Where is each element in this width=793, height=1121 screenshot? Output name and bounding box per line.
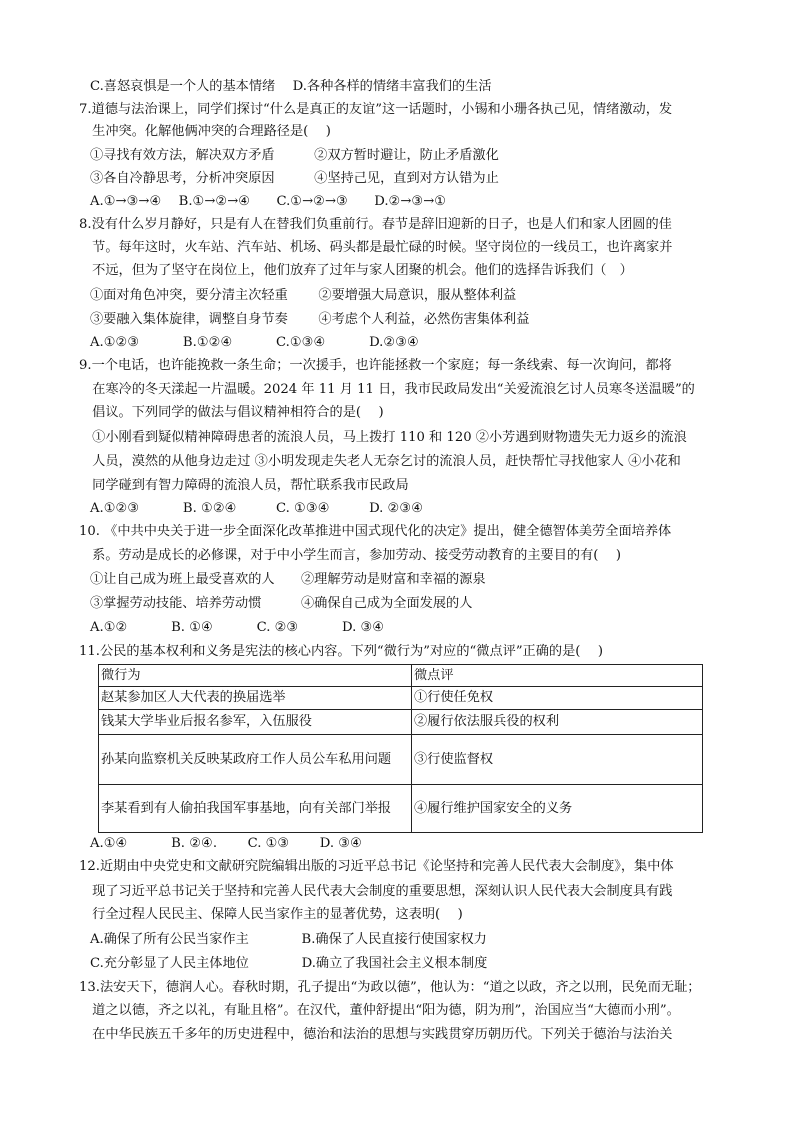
q9-answers: A.①②③ B. ①②④ C. ①③④ D. ②③④ — [90, 501, 424, 516]
q9-stem-line-1: 9.一个电话，也许能挽救一条生命；一次援手，也许能拯救一个家庭；每一条线索、每一次询问，都将 — [79, 358, 672, 373]
q12-option-row-2: C.充分彰显了人民主体地位 D.确立了我国社会主义根本制度 — [90, 956, 488, 971]
q8-answers: A.①②③ B.①②④ C.①③④ D.②③④ — [90, 335, 419, 350]
q7-stem-line-2: 生冲突。化解他俩冲突的合理路径是( ) — [79, 124, 331, 139]
table-header-cell: 微点评 — [412, 665, 703, 687]
q7-answers: A.①→③→④ B.①→②→④ C.①→②→③ D.②→③→① — [90, 194, 447, 209]
q11-table — [98, 664, 703, 833]
q10-answers: A.①② B. ①④ C. ②③ D. ③④ — [90, 620, 385, 635]
table-cell: ③行使监督权 — [412, 735, 703, 785]
q8-stem-line-2: 节。每年这时，火车站、汽车站、机场、码头都是最忙碌的时候。坚守岗位的一线员工，也许离家并 — [79, 240, 673, 255]
table-cell: 孙某向监察机关反映某政府工作人员公车私用问题 — [99, 735, 412, 785]
q12-stem-line-3: 行全过程人民民主、保障人民当家作主的显著优势，这表明( ) — [79, 907, 463, 922]
q10-option-row-1: ①让自己成为班上最受喜欢的人 ②理解劳动是财富和幸福的源泉 — [90, 572, 486, 587]
q13-stem-line-2: 道之以德，齐之以礼，有耻且格”。在汉代，董仲舒提出“阳为德，阴为刑”，治国应当“大德而小刑”。 — [79, 1003, 680, 1018]
table-cell: 钱某大学毕业后报名参军，入伍服役 — [99, 710, 412, 735]
q11-stem: 11.公民的基本权利和义务是宪法的核心内容。下列“微行为”对应的“微点评”正确的是( ) — [79, 644, 603, 659]
table-cell: 李某看到有人偷拍我国军事基地，向有关部门举报 — [99, 785, 412, 833]
q7-stem-line-1: 7.道德与法治课上，同学们探讨“什么是真正的友谊”这一话题时，小锡和小珊各执己见，情绪激动，发 — [79, 102, 673, 117]
q7-option-row-1: ①寻找有效方法，解决双方矛盾 ②双方暂时避让，防止矛盾激化 — [90, 148, 499, 163]
table-cell: ①行使任免权 — [412, 687, 703, 710]
q7-option-row-2: ③各自冷静思考，分析冲突原因 ④坚持己见，直到对方认错为止 — [90, 171, 499, 186]
q9-statement-line-2: 人员，漠然的从他身边走过 ③小明发现走失老人无奈乞讨的流浪人员，赶快帮忙寻找他家人 ④小花和 — [79, 454, 681, 469]
q12-option-row-1: A.确保了所有公民当家作主 B.确保了人民直接行使国家权力 — [90, 932, 487, 947]
q12-stem-line-1: 12.近期由中央党史和文献研究院编辑出版的习近平总书记《论坚持和完善人民代表大会制度》，集中体 — [79, 859, 674, 874]
q13-stem-line-3: 在中华民族五千多年的历史进程中，德治和法治的思想与实践贯穿历朝历代。下列关于德治与法治关 — [79, 1027, 673, 1042]
q10-option-row-2: ③掌握劳动技能、培养劳动惯 ④确保自己成为全面发展的人 — [90, 596, 473, 611]
table-cell: 赵某参加区人大代表的换届选举 — [99, 687, 412, 710]
q12-stem-line-2: 现了习近平总书记关于坚持和完善人民代表大会制度的重要思想，深刻认识人民代表大会制度具有践 — [79, 884, 673, 899]
q13-stem-line-1: 13.法安天下，德润人心。春秋时期，孔子提出“为政以德”，他认为：“道之以政，齐之以刑，民免而无耻； — [79, 980, 701, 995]
q10-stem-line-1: 10. 《中共中央关于进一步全面深化改革推进中国式现代化的决定》提出，健全德智体美劳全面培养体 — [79, 524, 672, 539]
q8-option-row-1: ①面对角色冲突，要分清主次轻重 ②要增强大局意识，服从整体利益 — [90, 288, 517, 303]
q9-statement-line-3: 同学碰到有智力障碍的流浪人员，帮忙联系我市民政局 — [79, 478, 409, 493]
q9-stem-line-2: 在寒冷的冬天漾起一片温暖。2024 年 11 月 11 日，我市民政局发出“关爱流浪乞讨人员寒冬送温暖”的 — [79, 382, 695, 397]
table-cell: ④履行维护国家安全的义务 — [412, 785, 703, 833]
table-cell: ②履行依法服兵役的权利 — [412, 710, 703, 735]
q9-statement-line-1: ①小刚看到疑似精神障碍患者的流浪人员，马上拨打 110 和 120 ②小芳遇到财物遗失无力返乡的流浪 — [79, 430, 687, 445]
q8-option-row-2: ③要融入集体旋律，调整自身节奏 ④考虑个人利益，必然伤害集体利益 — [90, 312, 530, 327]
table-header-cell: 微行为 — [99, 665, 412, 687]
q8-stem-line-3: 不远，但为了坚守在岗位上，他们放弃了过年与家人团聚的机会。他们的选择告诉我们（ ） — [79, 263, 633, 278]
q8-stem-line-1: 8.没有什么岁月静好，只是有人在替我们负重前行。春节是辞旧迎新的日子，也是人们和家人团圆的佳 — [79, 217, 672, 232]
q9-stem-line-3: 倡议。下列同学的做法与倡议精神相符合的是( ) — [79, 405, 384, 420]
q6-options-tail: C.喜怒哀惧是一个人的基本情绪 D.各种各样的情绪丰富我们的生活 — [90, 79, 492, 94]
q10-stem-line-2: 系。劳动是成长的必修课，对于中小学生而言，参加劳动、接受劳动教育的主要目的有( ) — [79, 548, 621, 563]
q11-answers: A.①④ B. ②④. C. ①③ D. ③④ — [90, 836, 362, 851]
